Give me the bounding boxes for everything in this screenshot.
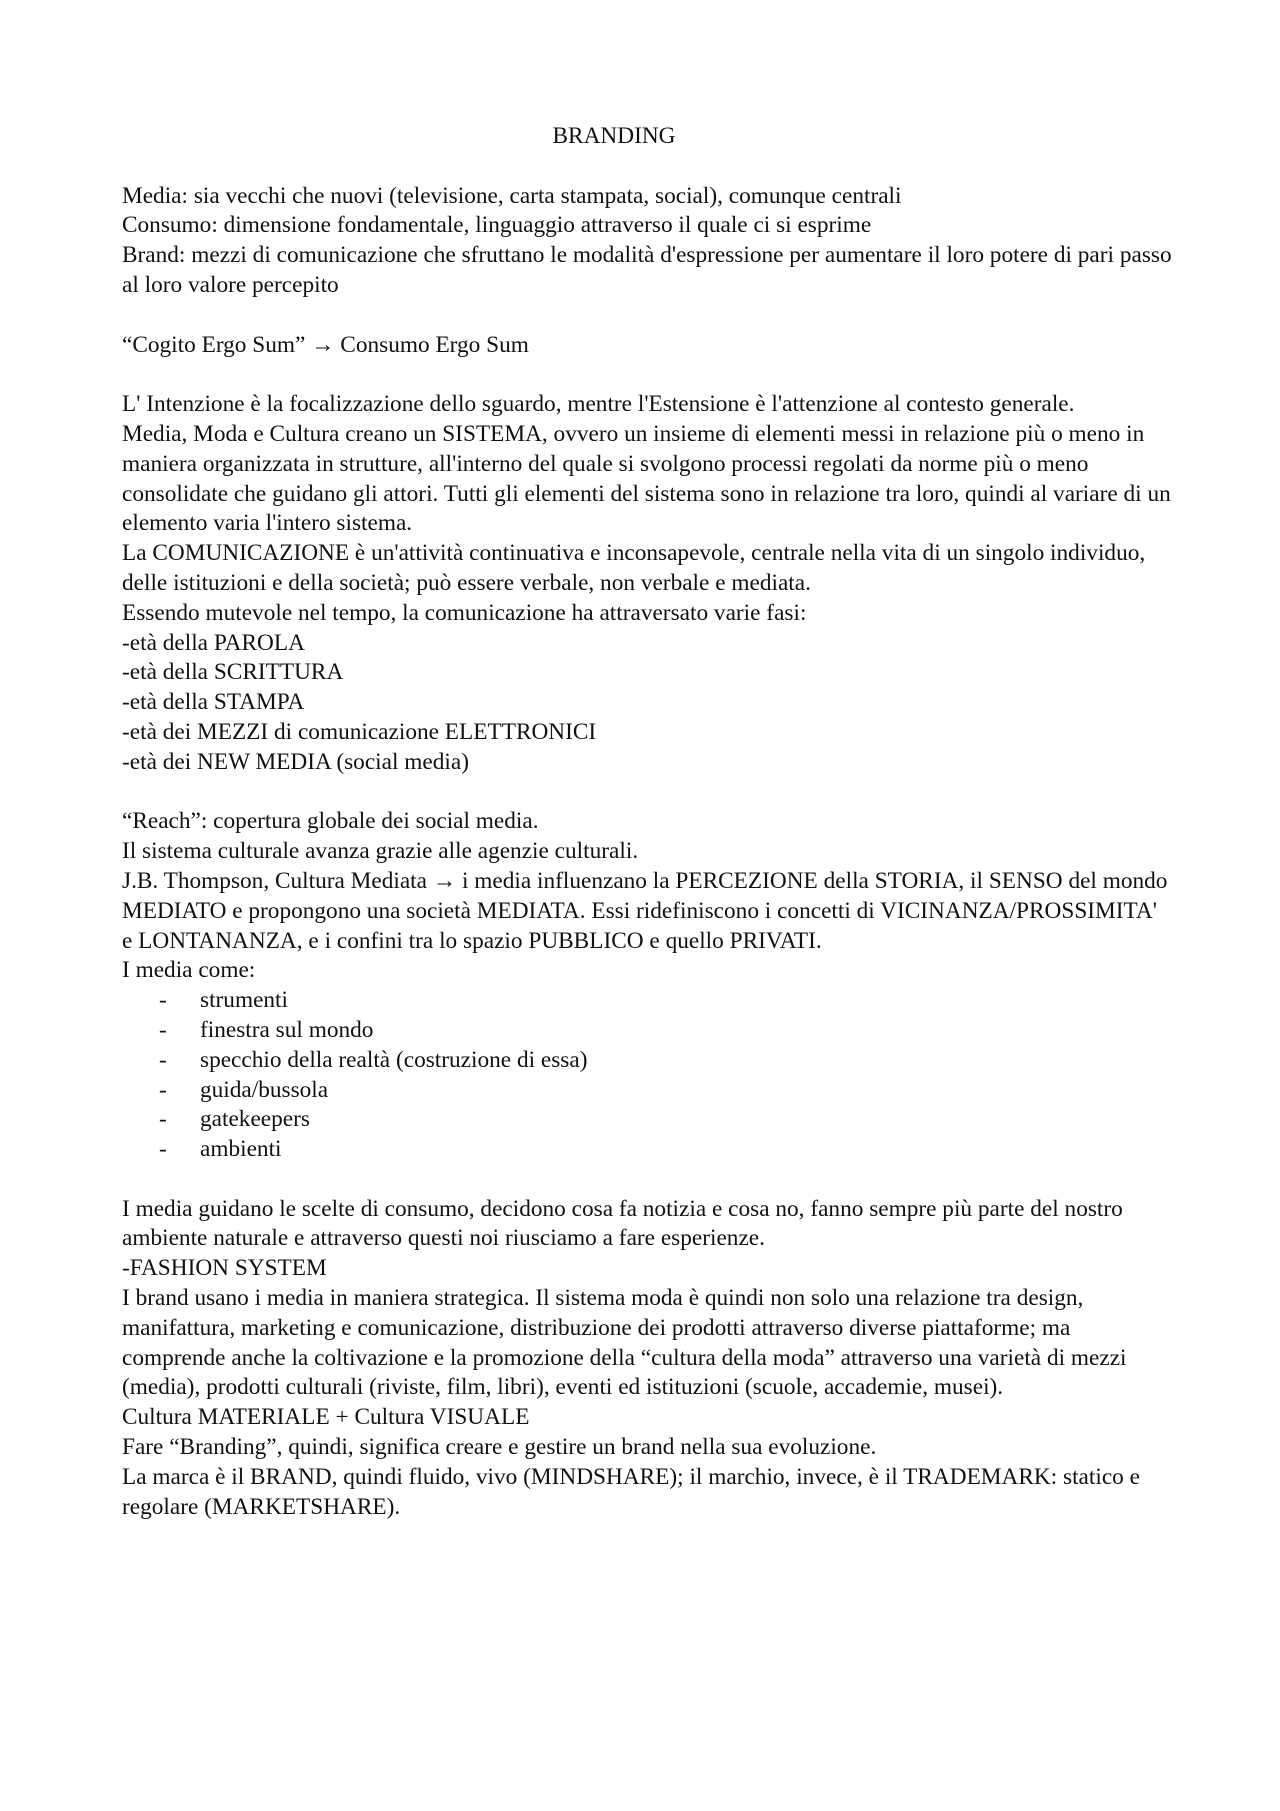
dash-bullet: - xyxy=(159,987,167,1014)
section-reach xyxy=(122,807,1172,986)
list-item: - gatekeepers xyxy=(122,1105,1172,1135)
paragraph-marca: La marca è il BRAND, quindi fluido, vivo (MINDSHARE); il marchio, invece, è il TRADEMARK: statico e regolare (MARKETSHARE). xyxy=(122,1463,1140,1520)
blank-line xyxy=(122,301,1172,331)
paragraph-media: Media: sia vecchi che nuovi (televisione, carta stampata, social), comunque centrali xyxy=(122,182,902,209)
dash-bullet: - xyxy=(159,1076,167,1103)
paragraph-agenzie: Il sistema culturale avanza grazie alle agenzie culturali. xyxy=(122,838,639,865)
list-item: - specchio della realtà (costruzione di essa) xyxy=(122,1046,1172,1076)
paragraph-fashion-system: -FASHION SYSTEM xyxy=(122,1255,327,1282)
document-page xyxy=(122,122,1172,1522)
list-item: - ambienti xyxy=(122,1135,1172,1165)
paragraph-thompson: J.B. Thompson, Cultura Mediata → i media influenzano la PERCEZIONE della STORIA, il SENSO del mondo MEDIATO e propongono una società MEDIATA. Essi ridefiniscono i concetti di VICINANZA/PROSSIMITA' e LONTANANZA, e i confini tra lo spazio PUBBLICO e quello PRIVATI. xyxy=(122,867,1168,954)
phase-item: -età della PAROLA xyxy=(122,629,305,656)
section-fashion xyxy=(122,1195,1172,1523)
paragraph-branding: Fare “Branding”, quindi, significa creare e gestire un brand nella sua evoluzione. xyxy=(122,1434,877,1461)
paragraph-reach: “Reach”: copertura globale dei social media. xyxy=(122,808,539,835)
section-sistema xyxy=(122,390,1172,777)
blank-line xyxy=(122,778,1172,808)
paragraph-scelte: I media guidano le scelte di consumo, decidono cosa fa notizia e cosa no, fanno sempre più parte del nostro ambiente naturale e attraverso questi noi riusciamo a fare esperienze. xyxy=(122,1195,1123,1252)
quote-line: “Cogito Ergo Sum” → Consumo Ergo Sum xyxy=(122,331,529,358)
dash-bullet: - xyxy=(159,1046,167,1073)
list-item: - strumenti xyxy=(122,986,1172,1016)
document-title: BRANDING xyxy=(552,123,676,149)
media-list xyxy=(122,986,1172,1165)
paragraph-sistema-moda: I brand usano i media in maniera strategica. Il sistema moda è quindi non solo una relazione tra design, manifattura, marketing e comunicazione, distribuzione dei prodotti attraverso diverse piattaforme; ma comprende anche la coltivazione e la promozione della “cultura della moda” attraverso una varietà di mezzi (media), prodotti culturali (riviste, film, libri), eventi ed istituzioni (scuole, accademie, musei). xyxy=(122,1285,1127,1401)
paragraph-brand: Brand: mezzi di comunicazione che sfruttano le modalità d'espressione per aumentare il loro potere di pari passo al loro valore percepito xyxy=(122,242,1172,298)
paragraph-fasi: Essendo mutevole nel tempo, la comunicazione ha attraversato varie fasi: xyxy=(122,599,807,626)
paragraph-media-come: I media come: xyxy=(122,957,256,984)
list-item: - finestra sul mondo xyxy=(122,1016,1172,1046)
phase-item: -età dei NEW MEDIA (social media) xyxy=(122,748,469,775)
paragraph-cultura: Cultura MATERIALE + Cultura VISUALE xyxy=(122,1404,530,1431)
blank-line xyxy=(122,1165,1172,1195)
dash-bullet: - xyxy=(159,1016,167,1043)
paragraph-sistema: Media, Moda e Cultura creano un SISTEMA, ovvero un insieme di elementi messi in relazione più o meno in maniera organizzata in strutture, all'interno del quale si svolgono processi regolati da norme più o meno consolidate che guidano gli attori. Tutti gli elementi del sistema sono in relazione tra loro, quindi al variare di un elemento varia l'intero sistema. xyxy=(122,420,1171,537)
list-item: - guida/bussola xyxy=(122,1076,1172,1106)
dash-bullet: - xyxy=(159,1106,167,1133)
section-intro xyxy=(122,182,1172,301)
phase-item: -età della STAMPA xyxy=(122,689,305,716)
dash-bullet: - xyxy=(159,1136,167,1163)
paragraph-intenzione: L' Intenzione è la focalizzazione dello sguardo, mentre l'Estensione è l'attenzione al contesto generale. xyxy=(122,391,1075,418)
blank-line xyxy=(122,360,1172,390)
paragraph-consumo: Consumo: dimensione fondamentale, linguaggio attraverso il quale ci si esprime xyxy=(122,212,872,239)
phase-item: -età dei MEZZI di comunicazione ELETTRONICI xyxy=(122,718,597,745)
phase-item: -età della SCRITTURA xyxy=(122,659,344,686)
paragraph-comunicazione: La COMUNICAZIONE è un'attività continuativa e inconsapevole, centrale nella vita di un singolo individuo, delle istituzioni e della società; può essere verbale, non verbale e mediata. xyxy=(122,540,1146,596)
